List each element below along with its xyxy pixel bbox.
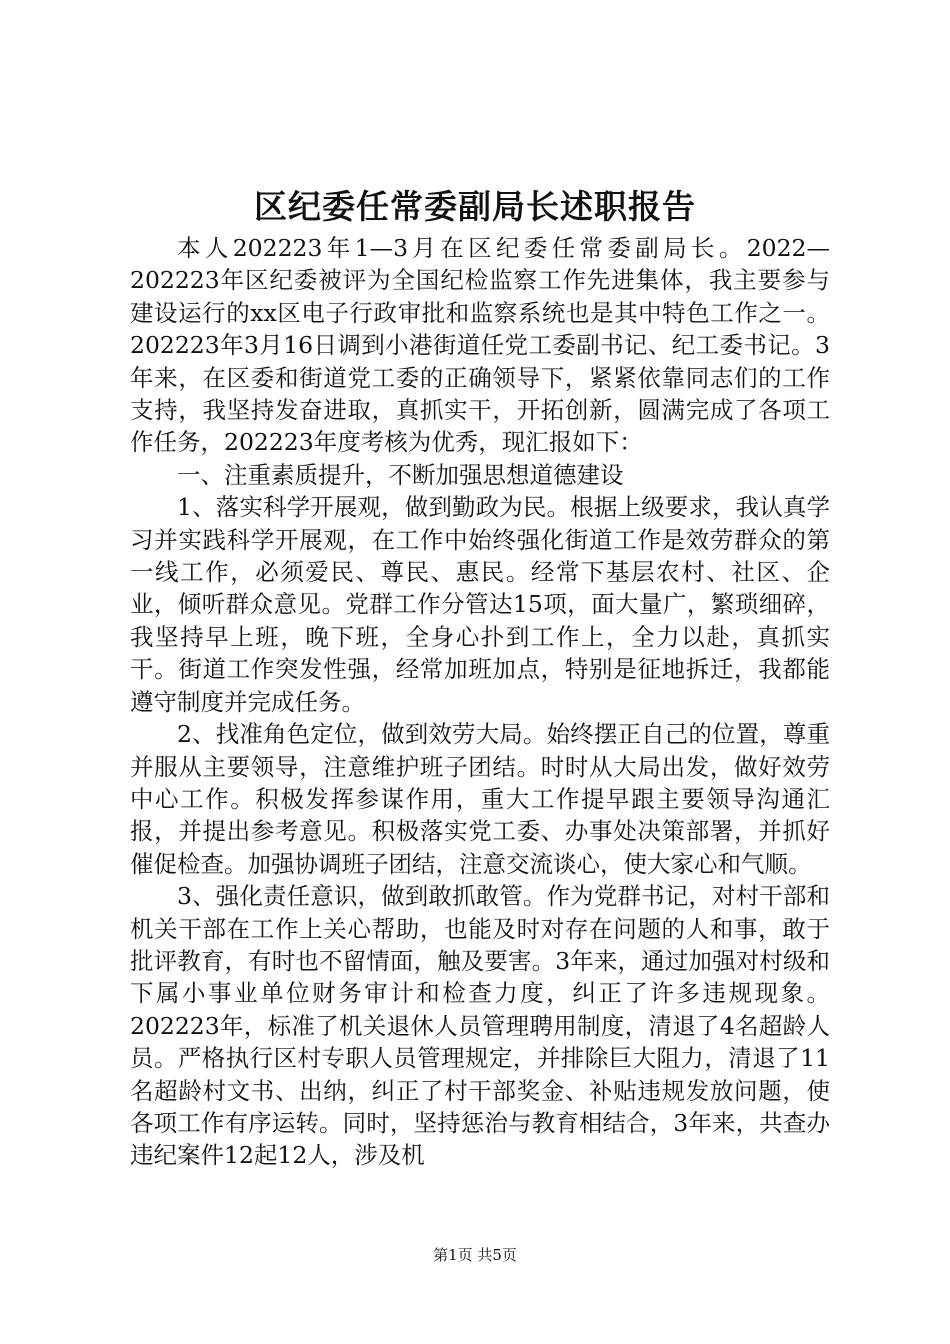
paragraph-item-3: 3、强化责任意识，做到敢抓敢管。作为党群书记，对村干部和机关干部在工作上关心帮助，也能及时对存在问题的人和事，敢于批评教育，有时也不留情面，触及要害。3年来，通过加强对村级和下属小事业单位财务审计和检查力度，纠正了许多违规现象。202223年，标准了机关退休人员管理聘用制度，清退了4名超龄人员。严格执行区村专职人员管理规定，并排除巨大阻力，清退了11名超龄村文书、出纳，纠正了村干部奖金、补贴违规发放问题，使各项工作有序运转。同时，坚持惩治与教育相结合，3年来，共查办违纪案件12起12人，涉及机: [130, 882, 830, 1170]
paragraph-item-2: 2、找准角色定位，做到效劳大局。始终摆正自己的位置，尊重并服从主要领导，注意维护班子团结。时时从大局出发，做好效劳中心工作。积极发挥参谋作用，重大工作提早跟主要领导沟通汇报，并提出参考意见。积极落实党工委、办事处决策部署，并抓好催促检查。加强协调班子团结，注意交流谈心，使大家心和气顺。: [130, 720, 830, 878]
document-body: [130, 232, 830, 1172]
document-title: 区纪委任常委副局长述职报告: [254, 187, 696, 226]
paragraph-item-1: 1、落实科学开展观，做到勤政为民。根据上级要求，我认真学习并实践科学开展观，在工作中始终强化街道工作是效劳群众的第一线工作，必须爱民、尊民、惠民。经常下基层农村、社区、企业，倾听群众意见。党群工作分管达15项，面大量广，繁琐细碎，我坚持早上班，晚下班，全身心扑到工作上，全力以赴，真抓实干。街道工作突发性强，经常加班加点，特别是征地拆迁，我都能遵守制度并完成任务。: [130, 493, 830, 716]
section-heading-1: 一、注重素质提升，不断加强思想道德建设: [177, 460, 624, 489]
paragraph-intro: 本人202223年1—3月在区纪委任常委副局长。2022—202223年区纪委被评为全国纪检监察工作先进集体，我主要参与建设运行的xx区电子行政审批和监察系统也是其中特色工作之一。202223年3月16日调到小港街道任党工委副书记、纪工委书记。3年来，在区委和街道党工委的正确领导下，紧紧依靠同志们的工作支持，我坚持发奋进取，真抓实干，开拓创新，圆满完成了各项工作任务，202223年度考核为优秀，现汇报如下：: [130, 234, 830, 457]
page-number-footer: 第1页 共5页: [433, 1246, 517, 1264]
